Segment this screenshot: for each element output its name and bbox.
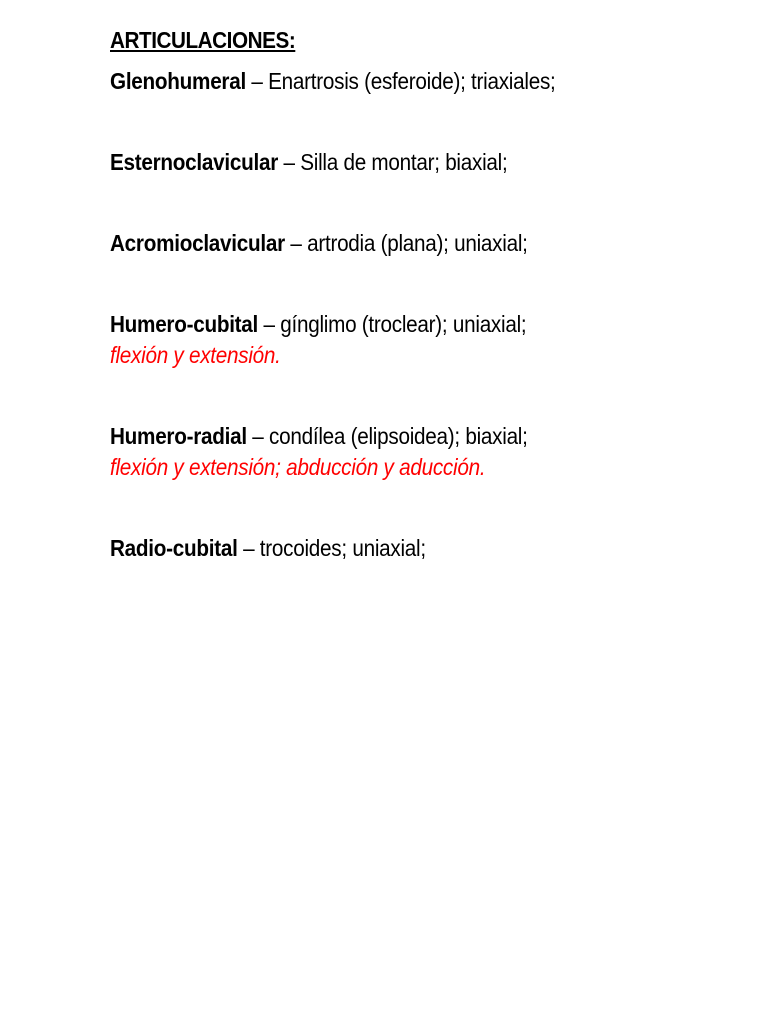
joint-description: – Enartrosis (esferoide); triaxiales; (245, 68, 556, 94)
joint-entry-glenohumeral (110, 66, 556, 97)
joint-movement-note: flexión y extensión; abducción y aducción. (110, 454, 486, 480)
joint-movement-note: flexión y extensión. (110, 342, 281, 368)
joint-description: – gínglimo (troclear); uniaxial; (258, 311, 527, 337)
document-page (110, 26, 750, 561)
joint-description: – artrodia (plana); uniaxial; (284, 230, 528, 256)
joint-term: Radio-cubital (110, 535, 238, 561)
joint-description: – Silla de montar; biaxial; (278, 149, 508, 175)
document-title: ARTICULACIONES: (110, 27, 296, 53)
joint-term: Humero-radial (110, 423, 247, 449)
joint-term: Esternoclavicular (110, 149, 279, 175)
joint-entry-humero-radial (110, 421, 528, 483)
joint-term: Acromioclavicular (110, 230, 285, 256)
joint-entry-radio-cubital (110, 533, 426, 564)
joint-entry-humero-cubital (110, 309, 526, 371)
joint-description: – condílea (elipsoidea); biaxial; (246, 423, 528, 449)
joint-description: – trocoides; uniaxial; (237, 535, 426, 561)
joint-term: Humero-cubital (110, 311, 259, 337)
joint-entry-esternoclavicular (110, 147, 507, 178)
joint-entry-acromioclavicular (110, 228, 528, 259)
joint-term: Glenohumeral (110, 68, 246, 94)
